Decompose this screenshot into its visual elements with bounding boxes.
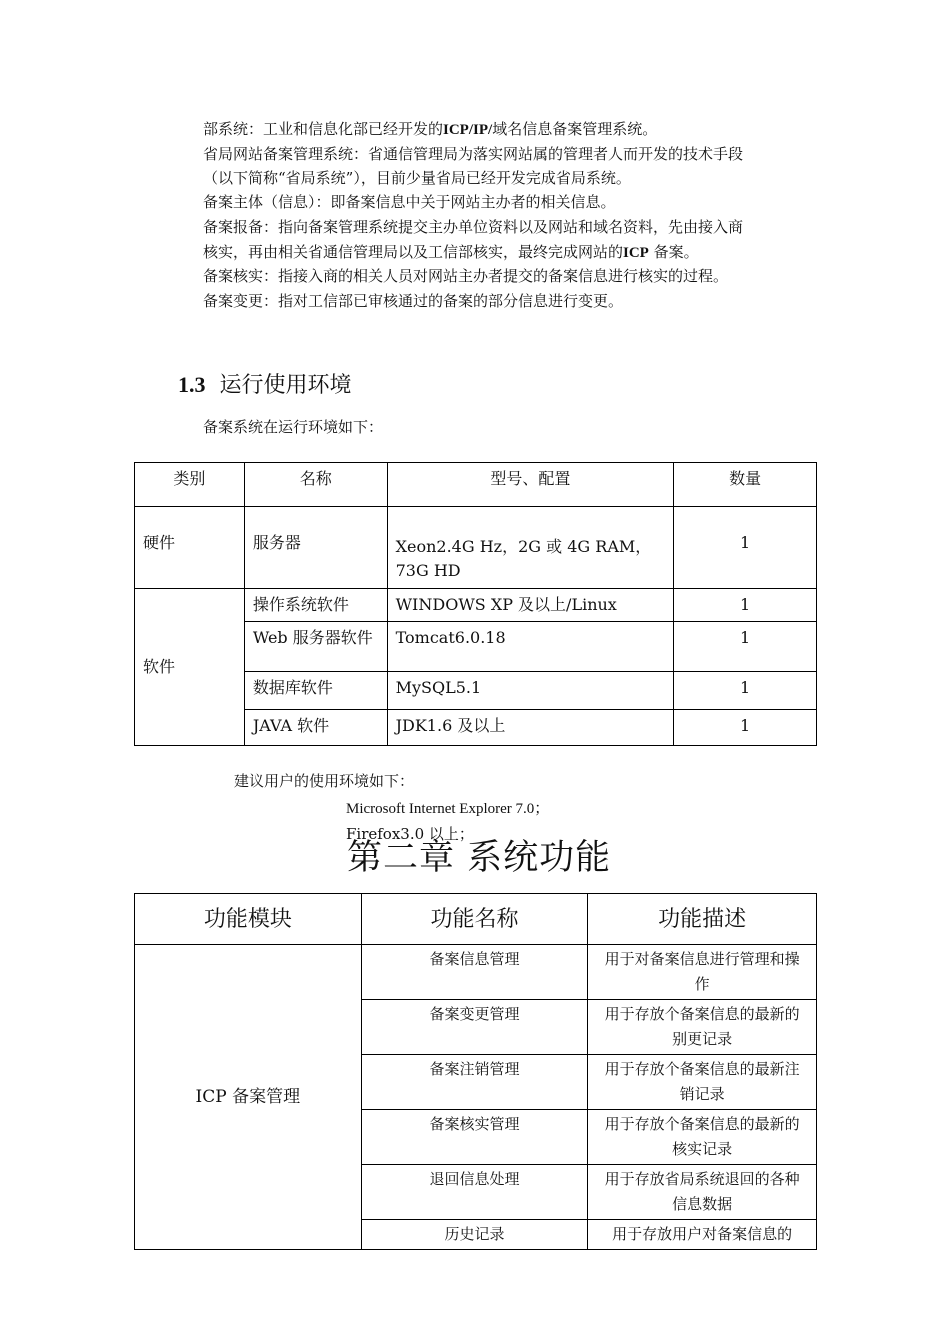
header-cell: 名称: [244, 463, 387, 507]
function-desc-cell: 用于存放用户对备案信息的: [588, 1220, 817, 1250]
suggestion-intro: 建议用户的使用环境如下：: [234, 772, 415, 790]
function-name-cell: 备案变更管理: [361, 1000, 588, 1055]
name-cell: 服务器: [244, 507, 387, 589]
header-cell: 功能模块: [135, 894, 362, 945]
name-cell: Web 服务器软件: [244, 622, 387, 672]
definition-line: 备案变更：指对工信部已审核通过的备案的部分信息进行变更。: [203, 292, 624, 310]
qty-cell: 1: [674, 672, 817, 710]
function-table: [134, 893, 817, 1250]
config-cell: MySQL5.1: [387, 672, 674, 710]
definition-line: 部系统：工业和信息化部已经开发的ICP/IP/域名信息备案管理系统。: [203, 120, 658, 138]
function-desc-cell: 用于对备案信息进行管理和操作: [588, 945, 817, 1000]
config-cell: Xeon2.4G Hz，2G 或 4G RAM，73G HD: [387, 507, 674, 589]
qty-cell: 1: [674, 589, 817, 622]
function-name-cell: 退回信息处理: [361, 1165, 588, 1220]
function-name-cell: 备案信息管理: [361, 945, 588, 1000]
category-cell: 硬件: [135, 507, 245, 589]
name-cell: JAVA 软件: [244, 710, 387, 746]
definition-line: 备案主体（信息）：即备案信息中关于网站主办者的相关信息。: [203, 193, 616, 211]
qty-cell: 1: [674, 622, 817, 672]
chapter-title: 第二章 系统功能: [347, 838, 612, 878]
suggestion-item: Firefox3.0 以上；: [346, 825, 474, 843]
definition-line: （以下简称“省局系统”），目前少量省局已经开发完成省局系统。: [203, 169, 631, 187]
qty-cell: 1: [674, 507, 817, 589]
section-number: 1.3: [178, 372, 206, 397]
header-cell: 型号、配置: [387, 463, 674, 507]
name-cell: 操作系统软件: [244, 589, 387, 622]
definition-line: 备案核实：指接入商的相关人员对网站主办者提交的备案信息进行核实的过程。: [203, 267, 729, 285]
table-row: [135, 945, 817, 1000]
function-name-cell: 备案核实管理: [361, 1110, 588, 1165]
function-desc-cell: 用于存放个备案信息的最新的别更记录: [588, 1000, 817, 1055]
table-header-row: [135, 463, 817, 507]
definition-line: 核实，再由相关省通信管理局以及工信部核实，最终完成网站的ICP 备案。: [203, 243, 699, 261]
name-cell: 数据库软件: [244, 672, 387, 710]
definition-line: 备案报备：指向备案管理系统提交主办单位资料以及网站和域名资料，先由接入商: [203, 218, 744, 236]
section-title: 运行使用环境: [219, 373, 352, 398]
section-intro: 备案系统在运行环境如下：: [203, 418, 384, 436]
environment-table: [134, 462, 817, 746]
header-cell: 类别: [135, 463, 245, 507]
qty-cell: 1: [674, 710, 817, 746]
header-cell: 功能名称: [361, 894, 588, 945]
table-row: [135, 507, 817, 589]
suggestion-item: Microsoft Internet Explorer 7.0；: [346, 801, 550, 817]
module-cell: ICP 备案管理: [135, 945, 362, 1250]
table-row: [135, 589, 817, 622]
function-name-cell: 历史记录: [361, 1220, 588, 1250]
section-heading: [178, 368, 352, 399]
config-cell: WINDOWS XP 及以上/Linux: [387, 589, 674, 622]
table-header-row: [135, 894, 817, 945]
header-cell: 功能描述: [588, 894, 817, 945]
function-desc-cell: 用于存放个备案信息的最新注销记录: [588, 1055, 817, 1110]
function-desc-cell: 用于存放个备案信息的最新的核实记录: [588, 1110, 817, 1165]
config-cell: JDK1.6 及以上: [387, 710, 674, 746]
function-name-cell: 备案注销管理: [361, 1055, 588, 1110]
header-cell: 数量: [674, 463, 817, 507]
category-cell: 软件: [135, 589, 245, 746]
function-desc-cell: 用于存放省局系统退回的各种信息数据: [588, 1165, 817, 1220]
config-cell: Tomcat6.0.18: [387, 622, 674, 672]
definition-line: 省局网站备案管理系统：省通信管理局为落实网站属的管理者人而开发的技术手段: [203, 145, 744, 163]
